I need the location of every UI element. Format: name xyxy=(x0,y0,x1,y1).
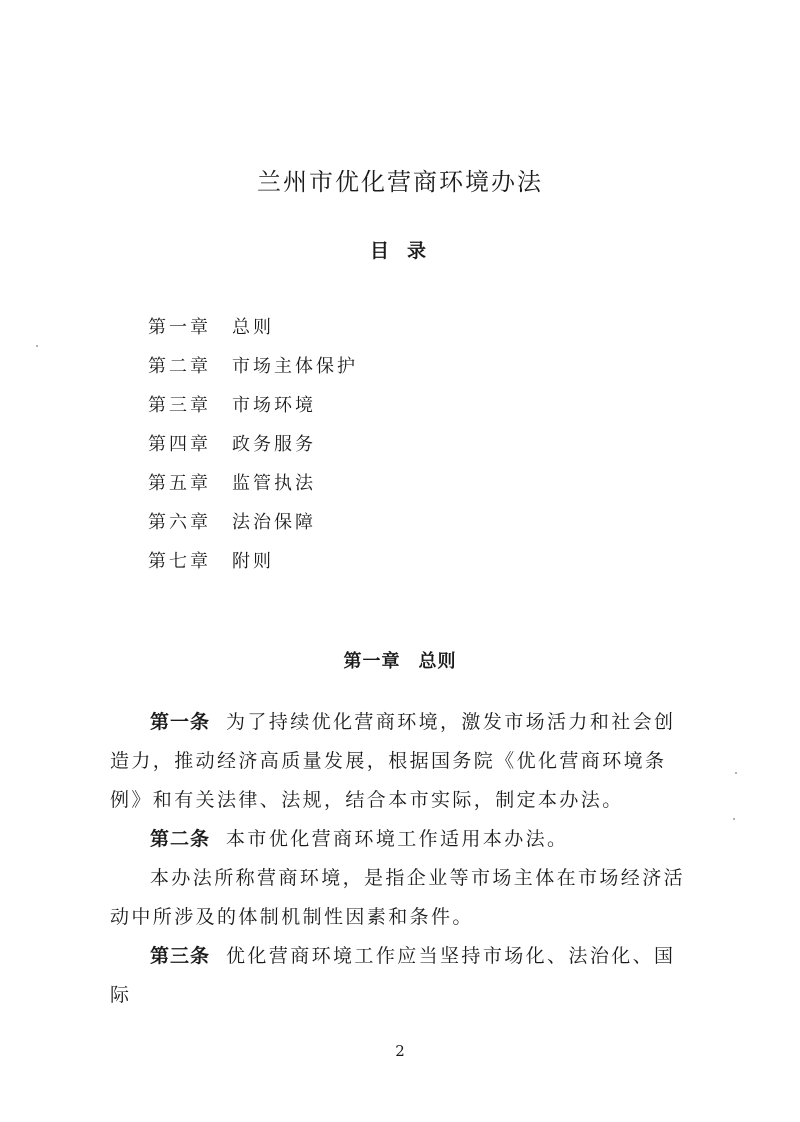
toc-chapter-name: 总则 xyxy=(232,317,274,338)
article-paragraph xyxy=(110,937,692,1015)
toc-chapter-number: 第六章 xyxy=(148,512,211,533)
chapter-title: 总则 xyxy=(418,651,457,672)
article-number: 第三条 xyxy=(150,945,211,967)
paragraph-text: 本办法所称营商环境，是指企业等市场主体在市场经济活动中所涉及的体制机制性因素和条件。 xyxy=(110,867,686,928)
toc-item xyxy=(148,313,358,352)
toc-chapter-number: 第二章 xyxy=(148,356,211,377)
toc-chapter-number: 第五章 xyxy=(148,473,211,494)
page-number: 2 xyxy=(395,1042,405,1060)
toc-heading: 目录 xyxy=(369,240,444,262)
article-number: 第一条 xyxy=(150,711,211,733)
document-title: 兰州市优化营商环境办法 xyxy=(257,168,543,196)
article-text: 本市优化营商环境工作适用本办法。 xyxy=(226,828,569,850)
table-of-contents xyxy=(148,313,358,586)
toc-chapter-number: 第三章 xyxy=(148,395,211,416)
chapter-heading xyxy=(0,647,800,673)
chapter-number: 第一章 xyxy=(343,651,401,672)
toc-chapter-name: 市场环境 xyxy=(232,395,316,416)
body-paragraph xyxy=(110,859,692,937)
toc-item xyxy=(148,547,358,586)
toc-item xyxy=(148,508,358,547)
toc-chapter-name: 政务服务 xyxy=(232,434,316,455)
article-paragraph xyxy=(110,703,692,820)
document-body xyxy=(110,703,692,1015)
scan-speck xyxy=(733,818,735,820)
toc-chapter-number: 第一章 xyxy=(148,317,211,338)
article-number: 第二条 xyxy=(150,828,211,850)
toc-chapter-number: 第四章 xyxy=(148,434,211,455)
scan-speck xyxy=(36,345,38,347)
toc-item xyxy=(148,391,358,430)
toc-chapter-name: 监管执法 xyxy=(232,473,316,494)
toc-chapter-name: 附则 xyxy=(232,551,274,572)
scan-speck xyxy=(735,772,737,774)
article-text: 优化营商环境工作应当坚持市场化、法治化、国际 xyxy=(110,945,676,1006)
article-text: 为了持续优化营商环境，激发市场活力和社会创造力，推动经济高质量发展，根据国务院《优化营商环境条例》和有关法律、法规，结合本市实际，制定本办法。 xyxy=(110,711,676,811)
toc-chapter-number: 第七章 xyxy=(148,551,211,572)
toc-item xyxy=(148,469,358,508)
article-paragraph xyxy=(110,820,692,859)
toc-chapter-name: 法治保障 xyxy=(232,512,316,533)
toc-item xyxy=(148,352,358,391)
toc-item xyxy=(148,430,358,469)
toc-chapter-name: 市场主体保护 xyxy=(232,356,358,377)
